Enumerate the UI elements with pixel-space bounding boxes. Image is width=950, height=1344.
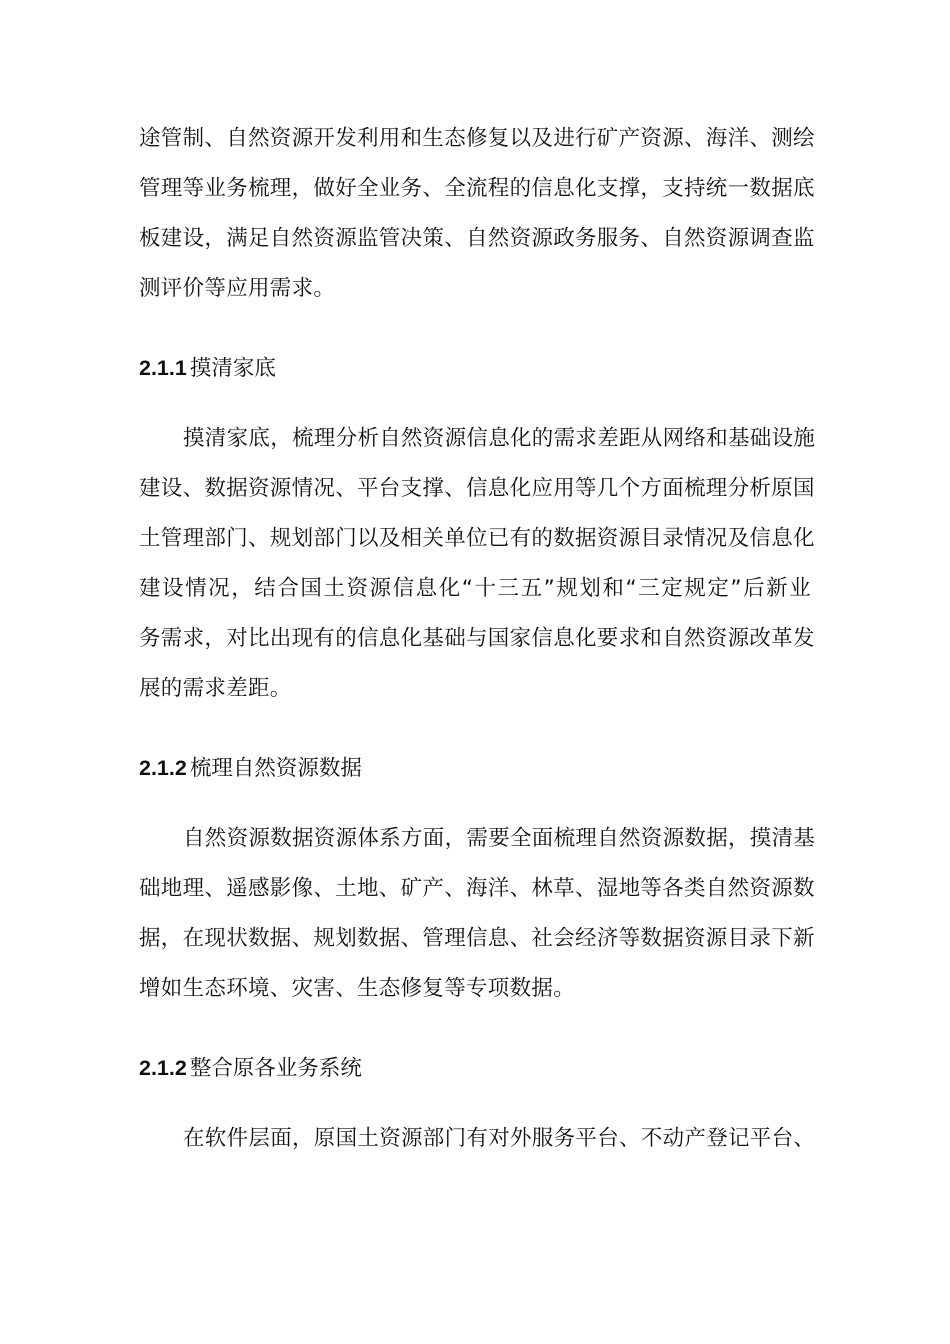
paragraph-line: 务需求，对比出现有的信息化基础与国家信息化要求和自然资源改革发 [139,626,815,651]
paragraph-line: 础地理、遥感影像、土地、矿产、海洋、林草、湿地等各类自然资源数 [139,876,815,901]
paragraph-line: 建设、数据资源情况、平台支撑、信息化应用等几个方面梳理分析原国 [139,476,815,501]
section-title: 梳理自然资源数据 [189,756,362,781]
paragraph-line: 途管制、自然资源开发利用和生态修复以及进行矿产资源、海洋、测绘 [139,126,815,151]
paragraph-line: 展的需求差距。 [139,676,292,701]
section-number: 2.1.2 [139,1056,187,1080]
paragraph-line: 管理等业务梳理，做好全业务、全流程的信息化支撑，支持统一数据底 [139,176,815,201]
paragraph-line: 测评价等应用需求。 [139,276,336,301]
section-number: 2.1.2 [139,756,187,780]
paragraph-line: 增如生态环境、灾害、生态修复等专项数据。 [139,976,576,1001]
section-number: 2.1.1 [139,356,187,380]
section-title: 整合原各业务系统 [189,1056,362,1081]
section-title: 摸清家底 [189,356,276,381]
paragraph-line: 据，在现状数据、规划数据、管理信息、社会经济等数据资源目录下新 [139,926,815,951]
paragraph-line: 板建设，满足自然资源监管决策、自然资源政务服务、自然资源调查监 [139,226,815,251]
paragraph-line: 土管理部门、规划部门以及相关单位已有的数据资源目录情况及信息化 [139,526,815,551]
paragraph-line: 摸清家底，梳理分析自然资源信息化的需求差距从网络和基础设施 [183,426,816,451]
section-heading [139,753,362,784]
paragraph-line: 在软件层面，原国土资源部门有对外服务平台、不动产登记平台、 [183,1126,816,1151]
paragraph-line: 建设情况，结合国土资源信息化“十三五”规划和“三定规定”后新业 [139,576,811,601]
paragraph-line: 自然资源数据资源体系方面，需要全面梳理自然资源数据，摸清基 [183,826,816,851]
section-heading [139,353,276,384]
section-heading [139,1053,362,1084]
